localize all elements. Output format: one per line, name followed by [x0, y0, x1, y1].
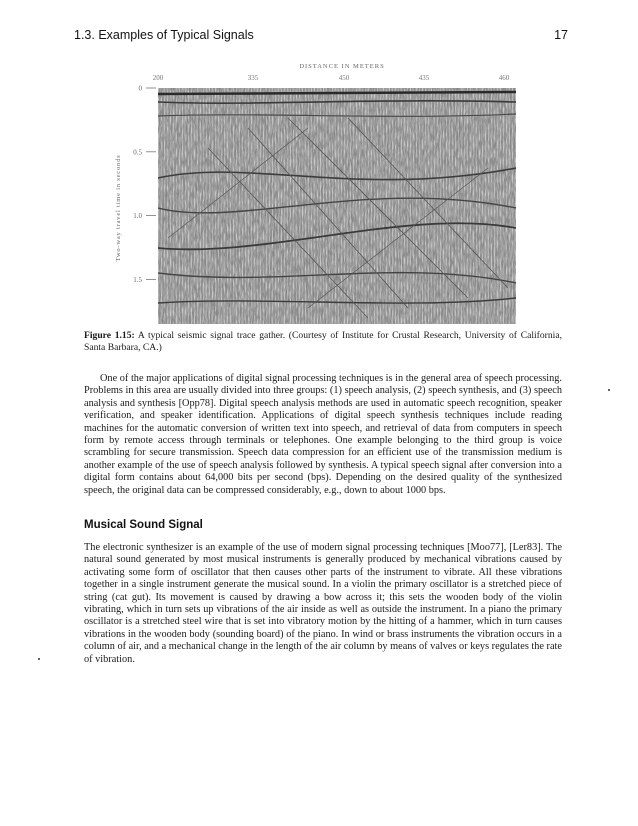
y-tick-label: 1.0: [133, 212, 142, 221]
figure-top-label: DISTANCE IN METERS: [299, 63, 385, 70]
y-tick-label: 0: [138, 84, 142, 93]
y-axis-label: Two-way travel time in seconds: [115, 154, 122, 262]
figure-caption: [84, 330, 562, 354]
y-tick-label: 1.5: [133, 275, 142, 284]
x-tick-label: 435: [418, 74, 430, 82]
paragraph-music: The electronic synthesizer is an example of the use of modern signal processing techniques [Moo77], [Ler83]. The natural sound generated by most musical instruments is generally produced by mechanical vibrations caused by activating some form of oscillator that then causes other parts of the instrument to vibrate. All these vibrations together in a single instrument generate the musical sound. In a violin the primary oscillator is a stretched piece of string (cat gut). Its movement is caused by drawing a bow across it; this sets the wooden body of the violin vibrating, which in turn sets up vibrations of the air inside as well as outside the instrument. In a piano the primary oscillator is a stretched steel wire that is set into vibratory motion by the hitting of a hammer, which in turn causes vibrations in the wooden body (sounding board) of the piano. In wind or brass instruments the vibration occurs in a column of air, and a mechanical change in the length of the air column by means of valves or keys regulates the rate of vibration.: [84, 542, 562, 665]
section-title: 1.3. Examples of Typical Signals: [74, 28, 254, 42]
margin-mark: [38, 658, 40, 660]
y-ticks: [133, 85, 156, 284]
figure-label: Figure 1.15:: [84, 330, 135, 341]
x-tick-label: 450: [338, 74, 350, 82]
seismic-plot: [108, 58, 528, 326]
x-tick-label: 200: [152, 74, 164, 82]
y-tick-label: 0.5: [133, 148, 142, 157]
x-tick-labels: [153, 74, 510, 82]
x-tick-label: 460: [498, 74, 510, 82]
seismic-figure: [108, 58, 528, 326]
paragraph-speech: One of the major applications of digital signal processing techniques is in the general area of speech processing. Problems in this area are usually divided into three groups: (1) speech analysis, (2) speech synthesis, and (3) speech analysis and synthesis [Opp78]. Digital speech analysis methods are used in automatic speech recognition, speaker verification, and speaker identification. Applications of digital speech synthesis techniques include reading machines for the automatic conversion of written text into speech, and retrieval of data from computers in speech form by remote access through terminals or telephones. One example belonging to the third group is voice scrambling for secure transmission. Speech data compression for an efficient use of the transmission medium is another example of the use of speech analysis followed by synthesis. A typical speech signal after conversion into a digital form contains about 64,000 bits per second (bps). Depending on the desired quality of the synthesized speech, the original data can be compressed considerably, e.g., down to about 1000 bps.: [84, 373, 562, 496]
running-header: [74, 28, 568, 46]
page-number: 17: [554, 28, 568, 42]
margin-mark: [608, 389, 610, 391]
subsection-heading: Musical Sound Signal: [84, 519, 203, 531]
figure-caption-text: A typical seismic signal trace gather. (Courtesy of Institute for Crustal Research, University of California, Santa Barbara, CA.): [84, 330, 562, 353]
seismic-traces: [158, 88, 516, 324]
x-tick-label: 335: [247, 74, 259, 82]
